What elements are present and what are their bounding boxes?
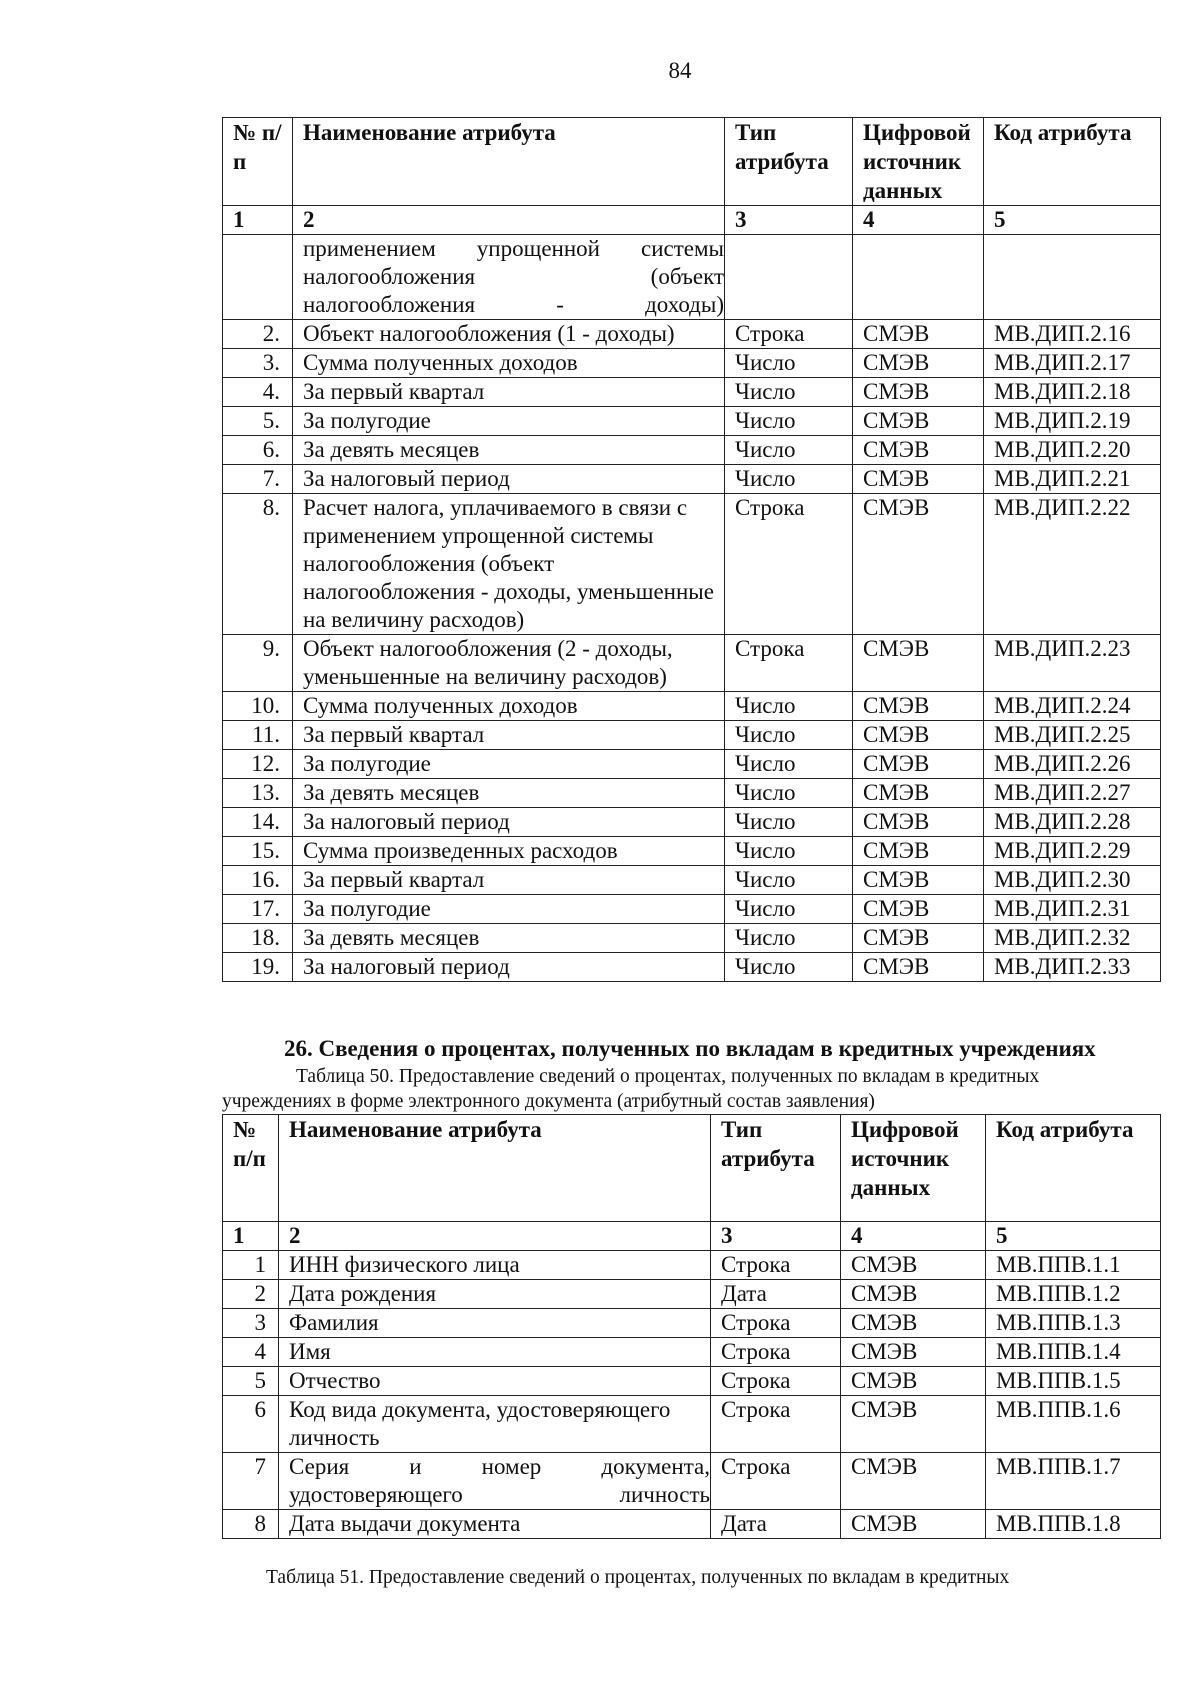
row-source: СМЭВ bbox=[853, 779, 984, 808]
row-type: Число bbox=[725, 837, 853, 866]
column-number: 3 bbox=[711, 1222, 841, 1251]
row-num: 4 bbox=[223, 1338, 279, 1367]
row-code: МВ.ППВ.1.1 bbox=[986, 1251, 1161, 1280]
row-code: МВ.ППВ.1.4 bbox=[986, 1338, 1161, 1367]
header-source: Цифровой источник данных bbox=[841, 1115, 986, 1222]
table1-body bbox=[223, 320, 1161, 982]
row-num: 2. bbox=[223, 320, 293, 349]
row-name: Объект налогообложения (1 - доходы) bbox=[293, 320, 725, 349]
row-num: 11. bbox=[223, 721, 293, 750]
table-caption: Таблица 50. Предоставление сведений о процентах, полученных по вкладам в кредитных bbox=[296, 1066, 1040, 1087]
row-code: МВ.ППВ.1.8 bbox=[986, 1510, 1161, 1539]
row-name: Отчество bbox=[279, 1367, 711, 1396]
table-row bbox=[223, 692, 1161, 721]
row-code: МВ.ППВ.1.6 bbox=[986, 1396, 1161, 1453]
column-number: 1 bbox=[223, 206, 293, 235]
row-name: За девять месяцев bbox=[293, 779, 725, 808]
row-code: МВ.ДИП.2.17 bbox=[984, 349, 1161, 378]
row-type: Строка bbox=[725, 635, 853, 692]
row-type: Число bbox=[725, 465, 853, 494]
row-source: СМЭВ bbox=[853, 349, 984, 378]
table-row bbox=[223, 837, 1161, 866]
row-num: 12. bbox=[223, 750, 293, 779]
row-source: СМЭВ bbox=[853, 407, 984, 436]
table-caption: учреждениях в форме электронного документа (атрибутный состав заявления) bbox=[222, 1091, 875, 1112]
table-row bbox=[223, 349, 1161, 378]
row-source: СМЭВ bbox=[853, 692, 984, 721]
row-type: Число bbox=[725, 808, 853, 837]
row-type: Число bbox=[725, 866, 853, 895]
row-name: Дата рождения bbox=[279, 1280, 711, 1309]
row-name: Фамилия bbox=[279, 1309, 711, 1338]
column-number: 4 bbox=[841, 1222, 986, 1251]
row-source: СМЭВ bbox=[853, 953, 984, 982]
column-number-row bbox=[223, 1222, 1161, 1251]
row-name: Сумма полученных доходов bbox=[293, 349, 725, 378]
row-code: МВ.ДИП.2.23 bbox=[984, 635, 1161, 692]
table2-body bbox=[223, 1251, 1161, 1539]
row-type: Число bbox=[725, 924, 853, 953]
row-source: СМЭВ bbox=[853, 320, 984, 349]
column-number: 1 bbox=[223, 1222, 279, 1251]
column-number: 5 bbox=[986, 1222, 1161, 1251]
row-code: МВ.ППВ.1.3 bbox=[986, 1309, 1161, 1338]
row-source: СМЭВ bbox=[841, 1510, 986, 1539]
row-source: СМЭВ bbox=[841, 1338, 986, 1367]
row-code: МВ.ППВ.1.2 bbox=[986, 1280, 1161, 1309]
table-row bbox=[223, 635, 1161, 692]
row-code: МВ.ДИП.2.21 bbox=[984, 465, 1161, 494]
row-type: Число bbox=[725, 692, 853, 721]
row-code bbox=[984, 235, 1161, 320]
header-code: Код атрибута bbox=[986, 1115, 1161, 1222]
row-type: Число bbox=[725, 721, 853, 750]
row-num: 5. bbox=[223, 407, 293, 436]
header-type: Тип атрибута bbox=[725, 118, 853, 206]
row-type: Число bbox=[725, 349, 853, 378]
row-source: СМЭВ bbox=[853, 837, 984, 866]
row-code: МВ.ДИП.2.27 bbox=[984, 779, 1161, 808]
row-type: Число bbox=[725, 378, 853, 407]
table-row bbox=[223, 1280, 1161, 1309]
row-code: МВ.ДИП.2.16 bbox=[984, 320, 1161, 349]
row-source: СМЭВ bbox=[853, 750, 984, 779]
row-source: СМЭВ bbox=[853, 808, 984, 837]
row-num: 8. bbox=[223, 494, 293, 635]
row-num: 17. bbox=[223, 895, 293, 924]
row-source: СМЭВ bbox=[853, 436, 984, 465]
row-num: 10. bbox=[223, 692, 293, 721]
row-source: СМЭВ bbox=[841, 1396, 986, 1453]
row-type: Дата bbox=[711, 1510, 841, 1539]
row-source: СМЭВ bbox=[841, 1309, 986, 1338]
row-name: применением упрощенной системы налогообложения (объект налогообложения - доходы) bbox=[293, 235, 725, 320]
row-name: За полугодие bbox=[293, 895, 725, 924]
row-name: Серия и номер документа, удостоверяющего личность bbox=[279, 1453, 711, 1510]
header-source: Цифровой источник данных bbox=[853, 118, 984, 206]
row-num: 1 bbox=[223, 1251, 279, 1280]
row-num: 13. bbox=[223, 779, 293, 808]
row-source bbox=[853, 235, 984, 320]
table-row bbox=[223, 1396, 1161, 1453]
section-heading: 26. Сведения о процентах, полученных по вкладам в кредитных учреждениях bbox=[284, 1036, 1096, 1061]
row-code: МВ.ДИП.2.20 bbox=[984, 436, 1161, 465]
row-code: МВ.ДИП.2.25 bbox=[984, 721, 1161, 750]
column-number: 2 bbox=[293, 206, 725, 235]
row-num: 2 bbox=[223, 1280, 279, 1309]
row-source: СМЭВ bbox=[853, 635, 984, 692]
row-code: МВ.ДИП.2.22 bbox=[984, 494, 1161, 635]
row-name: Сумма полученных доходов bbox=[293, 692, 725, 721]
row-code: МВ.ДИП.2.33 bbox=[984, 953, 1161, 982]
column-number: 4 bbox=[853, 206, 984, 235]
table-row bbox=[223, 378, 1161, 407]
table-row bbox=[223, 465, 1161, 494]
table-header-row bbox=[223, 118, 1161, 206]
column-number: 2 bbox=[279, 1222, 711, 1251]
row-type bbox=[725, 235, 853, 320]
row-num: 19. bbox=[223, 953, 293, 982]
footer-caption: Таблица 51. Предоставление сведений о процентах, полученных по вкладам в кредитных bbox=[266, 1567, 1010, 1588]
row-type: Число bbox=[725, 895, 853, 924]
row-code: МВ.ДИП.2.24 bbox=[984, 692, 1161, 721]
table-header-row bbox=[223, 1115, 1161, 1222]
row-type: Строка bbox=[711, 1251, 841, 1280]
row-code: МВ.ППВ.1.5 bbox=[986, 1367, 1161, 1396]
row-type: Строка bbox=[711, 1309, 841, 1338]
row-name: За полугодие bbox=[293, 750, 725, 779]
row-name: За налоговый период bbox=[293, 808, 725, 837]
row-code: МВ.ДИП.2.30 bbox=[984, 866, 1161, 895]
row-type: Число bbox=[725, 953, 853, 982]
row-name: За первый квартал bbox=[293, 721, 725, 750]
column-number: 3 bbox=[725, 206, 853, 235]
row-num: 18. bbox=[223, 924, 293, 953]
row-type: Строка bbox=[711, 1453, 841, 1510]
row-num: 4. bbox=[223, 378, 293, 407]
row-num: 16. bbox=[223, 866, 293, 895]
row-type: Строка bbox=[711, 1367, 841, 1396]
table-row bbox=[223, 721, 1161, 750]
row-type: Число bbox=[725, 436, 853, 465]
row-num bbox=[223, 235, 293, 320]
table-row bbox=[223, 779, 1161, 808]
table-row bbox=[223, 953, 1161, 982]
table-row bbox=[223, 407, 1161, 436]
row-num: 15. bbox=[223, 837, 293, 866]
row-num: 7. bbox=[223, 465, 293, 494]
row-name: ИНН физического лица bbox=[279, 1251, 711, 1280]
row-code: МВ.ДИП.2.18 bbox=[984, 378, 1161, 407]
row-type: Строка bbox=[725, 320, 853, 349]
row-num: 8 bbox=[223, 1510, 279, 1539]
column-number: 5 bbox=[984, 206, 1161, 235]
row-name: За полугодие bbox=[293, 407, 725, 436]
table-row bbox=[223, 924, 1161, 953]
row-name: Имя bbox=[279, 1338, 711, 1367]
table-row bbox=[223, 1309, 1161, 1338]
row-code: МВ.ДИП.2.19 bbox=[984, 407, 1161, 436]
table-row bbox=[223, 436, 1161, 465]
column-number-row bbox=[223, 206, 1161, 235]
continuation-row bbox=[223, 235, 1161, 320]
row-num: 6. bbox=[223, 436, 293, 465]
row-name: Сумма произведенных расходов bbox=[293, 837, 725, 866]
row-source: СМЭВ bbox=[853, 895, 984, 924]
header-num: № п/п bbox=[223, 1115, 279, 1222]
row-type: Дата bbox=[711, 1280, 841, 1309]
row-source: СМЭВ bbox=[853, 465, 984, 494]
row-num: 7 bbox=[223, 1453, 279, 1510]
row-name: За налоговый период bbox=[293, 465, 725, 494]
row-code: МВ.ППВ.1.7 bbox=[986, 1453, 1161, 1510]
row-num: 6 bbox=[223, 1396, 279, 1453]
row-type: Строка bbox=[725, 494, 853, 635]
row-source: СМЭВ bbox=[841, 1367, 986, 1396]
row-num: 9. bbox=[223, 635, 293, 692]
row-type: Число bbox=[725, 750, 853, 779]
header-num: № п/п bbox=[223, 118, 293, 206]
header-name: Наименование атрибута bbox=[293, 118, 725, 206]
table-row bbox=[223, 494, 1161, 635]
header-type: Тип атрибута bbox=[711, 1115, 841, 1222]
page-number: 84 bbox=[668, 58, 692, 83]
row-type: Число bbox=[725, 779, 853, 808]
deposit-interest-table bbox=[222, 1114, 1161, 1539]
table-row bbox=[223, 1338, 1161, 1367]
table-row bbox=[223, 1367, 1161, 1396]
table-row bbox=[223, 1251, 1161, 1280]
row-name: Код вида документа, удостоверяющего личность bbox=[279, 1396, 711, 1453]
row-num: 14. bbox=[223, 808, 293, 837]
table-row bbox=[223, 866, 1161, 895]
row-type: Строка bbox=[711, 1396, 841, 1453]
header-name: Наименование атрибута bbox=[279, 1115, 711, 1222]
row-name: Расчет налога, уплачиваемого в связи с применением упрощенной системы налогообложения (объект налогообложения - доходы, уменьшенные на величину расходов) bbox=[293, 494, 725, 635]
table-row bbox=[223, 808, 1161, 837]
row-num: 3. bbox=[223, 349, 293, 378]
row-num: 3 bbox=[223, 1309, 279, 1338]
row-name: Объект налогообложения (2 - доходы, уменьшенные на величину расходов) bbox=[293, 635, 725, 692]
row-name: Дата выдачи документа bbox=[279, 1510, 711, 1539]
row-source: СМЭВ bbox=[853, 924, 984, 953]
row-source: СМЭВ bbox=[853, 494, 984, 635]
row-source: СМЭВ bbox=[841, 1251, 986, 1280]
table-row bbox=[223, 1510, 1161, 1539]
row-source: СМЭВ bbox=[841, 1280, 986, 1309]
row-type: Число bbox=[725, 407, 853, 436]
row-code: МВ.ДИП.2.31 bbox=[984, 895, 1161, 924]
row-name: За первый квартал bbox=[293, 866, 725, 895]
row-source: СМЭВ bbox=[841, 1453, 986, 1510]
table-row bbox=[223, 895, 1161, 924]
row-name: За девять месяцев bbox=[293, 924, 725, 953]
row-name: За первый квартал bbox=[293, 378, 725, 407]
row-source: СМЭВ bbox=[853, 866, 984, 895]
row-code: МВ.ДИП.2.26 bbox=[984, 750, 1161, 779]
row-name: За девять месяцев bbox=[293, 436, 725, 465]
row-code: МВ.ДИП.2.32 bbox=[984, 924, 1161, 953]
table-row bbox=[223, 750, 1161, 779]
row-name: За налоговый период bbox=[293, 953, 725, 982]
attributes-table-continued bbox=[222, 117, 1161, 982]
row-code: МВ.ДИП.2.29 bbox=[984, 837, 1161, 866]
row-type: Строка bbox=[711, 1338, 841, 1367]
row-source: СМЭВ bbox=[853, 721, 984, 750]
table-row bbox=[223, 1453, 1161, 1510]
row-code: МВ.ДИП.2.28 bbox=[984, 808, 1161, 837]
row-num: 5 bbox=[223, 1367, 279, 1396]
header-code: Код атрибута bbox=[984, 118, 1161, 206]
table-row bbox=[223, 320, 1161, 349]
row-source: СМЭВ bbox=[853, 378, 984, 407]
